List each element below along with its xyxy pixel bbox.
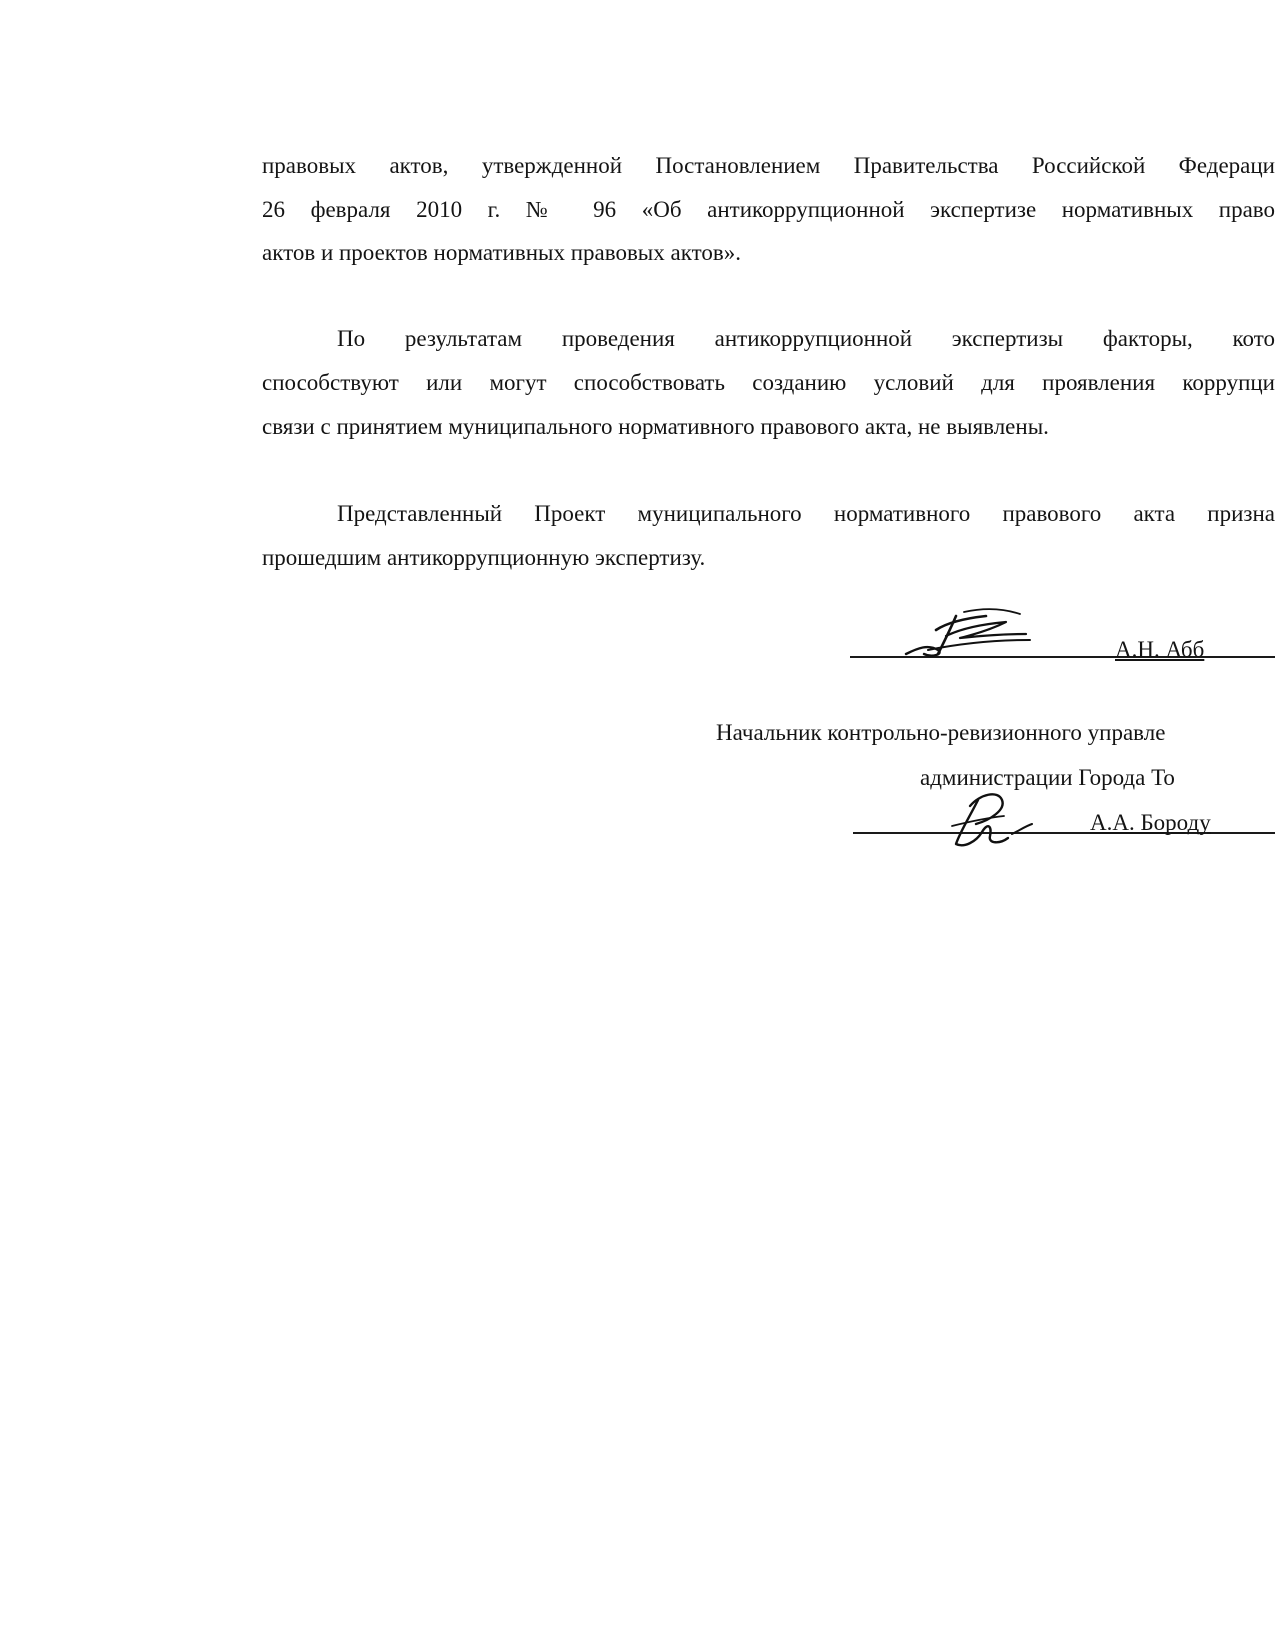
- signature-2-name: А.А. Бороду: [1090, 810, 1211, 835]
- paragraph-3-line-1: Представленный Проект муниципального нормативного правового акта призна: [337, 501, 1275, 526]
- signature-2-rule: [853, 832, 1275, 834]
- paragraph-2-line-1: По результатам проведения антикоррупционной экспертизы факторы, кото: [337, 326, 1275, 351]
- paragraph-2-line-2: способствуют или могут способствовать созданию условий для проявления коррупци: [262, 370, 1275, 395]
- paragraph-2-line-3: связи с принятием муниципального нормативного правового акта, не выявлены.: [262, 414, 1049, 439]
- signature-1-name: А.Н. Абб: [1115, 637, 1205, 662]
- signature-2-position-line-1: Начальник контрольно-ревизионного управле: [716, 720, 1166, 745]
- paragraph-3-line-2: прошедшим антикоррупционную экспертизу.: [262, 545, 706, 570]
- paragraph-1-line-2: 26 февраля 2010 г. № 96 «Об антикоррупционной экспертизе нормативных право: [262, 197, 1275, 222]
- signature-1-handwriting: [898, 604, 1038, 664]
- signature-2-handwriting: [940, 786, 1050, 856]
- signature-2-position-line-2: администрации Города То: [920, 765, 1175, 790]
- paragraph-1-line-3: актов и проектов нормативных правовых актов».: [262, 240, 741, 265]
- paragraph-1-line-1: правовых актов, утвержденной Постановлением Правительства Российской Федераци: [262, 153, 1275, 178]
